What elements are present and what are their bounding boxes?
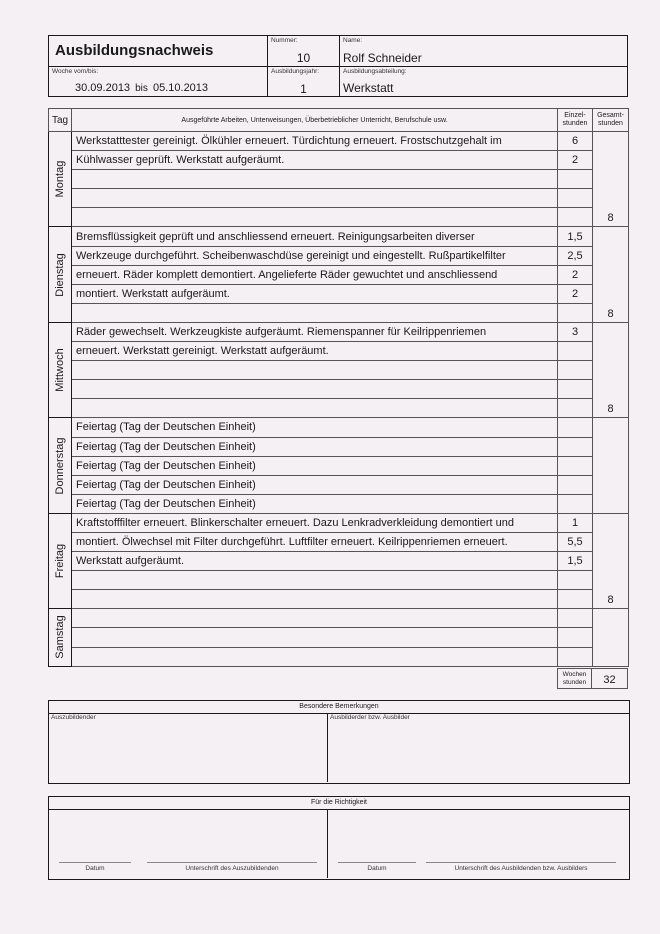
date-line-right[interactable] bbox=[338, 862, 416, 863]
col-header-tag: Tag bbox=[49, 109, 72, 132]
table-row bbox=[49, 342, 629, 361]
activity-cell[interactable] bbox=[72, 609, 558, 628]
hours-cell[interactable] bbox=[558, 437, 593, 456]
activity-cell[interactable]: erneuert. Räder komplett demontiert. Angelieferte Räder gewuchtet und anschliessend bbox=[72, 265, 558, 284]
activity-cell[interactable]: Feiertag (Tag der Deutschen Einheit) bbox=[72, 437, 558, 456]
activity-cell[interactable]: Feiertag (Tag der Deutschen Einheit) bbox=[72, 418, 558, 437]
signature-right bbox=[328, 809, 627, 878]
hours-cell[interactable]: 2 bbox=[558, 265, 593, 284]
day-total-cell[interactable]: 8 bbox=[593, 322, 629, 417]
table-row bbox=[49, 456, 629, 475]
day-cell bbox=[49, 609, 72, 666]
table-row bbox=[49, 475, 629, 494]
activity-cell[interactable]: Kühlwasser geprüft. Werkstatt aufgeräumt. bbox=[72, 151, 558, 170]
abteilung-label: Ausbildungsabteilung: bbox=[343, 68, 407, 75]
hours-cell[interactable] bbox=[558, 380, 593, 399]
table-row bbox=[49, 322, 629, 341]
day-total-cell[interactable] bbox=[593, 609, 629, 666]
activity-cell[interactable]: Werkstatt aufgeräumt. bbox=[72, 552, 558, 571]
hours-cell[interactable]: 1,5 bbox=[558, 552, 593, 571]
hours-cell[interactable] bbox=[558, 571, 593, 590]
table-row bbox=[49, 609, 629, 628]
wochen-label-cell bbox=[557, 668, 592, 689]
hours-cell[interactable] bbox=[558, 303, 593, 322]
day-label: Freitag bbox=[54, 543, 66, 579]
day-cell bbox=[49, 513, 72, 608]
table-row bbox=[49, 552, 629, 571]
activity-cell[interactable] bbox=[72, 189, 558, 208]
activity-cell[interactable] bbox=[72, 303, 558, 322]
table-row bbox=[49, 590, 629, 609]
activity-cell[interactable] bbox=[72, 380, 558, 399]
signature-title: Für die Richtigkeit bbox=[49, 797, 629, 810]
jahr-cell bbox=[268, 67, 340, 97]
table-header-row bbox=[49, 109, 629, 132]
abteilung-cell bbox=[340, 67, 627, 97]
col-header-activities: Ausgeführte Arbeiten, Unterweisungen, Überbetrieblicher Unterricht, Berufschule usw. bbox=[72, 109, 558, 132]
activity-cell[interactable]: montiert. Ölwechsel mit Filter durchgeführt. Luftfilter erneuert. Keilrippenriemen erneuert. bbox=[72, 532, 558, 551]
datum-label-right: Datum bbox=[367, 865, 387, 872]
hours-cell[interactable] bbox=[558, 208, 593, 227]
date-line-left[interactable] bbox=[59, 862, 131, 863]
table-row bbox=[49, 647, 629, 666]
woche-cell bbox=[49, 67, 268, 97]
signature-label-right: Unterschrift des Ausbildenden bzw. Ausbilders bbox=[454, 865, 588, 872]
day-label: Montag bbox=[54, 160, 66, 198]
jahr-label: Ausbildungsjahr: bbox=[271, 68, 320, 75]
remarks-title: Besondere Bemerkungen bbox=[49, 701, 629, 714]
table-row bbox=[49, 227, 629, 246]
table-row bbox=[49, 399, 629, 418]
hours-cell[interactable] bbox=[558, 189, 593, 208]
table-row bbox=[49, 265, 629, 284]
woche-range bbox=[75, 82, 208, 94]
hours-cell[interactable]: 5,5 bbox=[558, 532, 593, 551]
table-row bbox=[49, 284, 629, 303]
activity-cell[interactable] bbox=[72, 208, 558, 227]
activity-cell[interactable]: Feiertag (Tag der Deutschen Einheit) bbox=[72, 456, 558, 475]
activity-log-table bbox=[48, 108, 629, 667]
woche-von[interactable]: 30.09.2013 bbox=[75, 82, 131, 94]
day-total-cell[interactable]: 8 bbox=[593, 513, 629, 608]
activity-cell[interactable]: Kraftstofffilter erneuert. Blinkerschalter erneuert. Dazu Lenkradverkleidung demontiert und bbox=[72, 513, 558, 532]
day-label: Samstag bbox=[54, 615, 66, 660]
hours-cell[interactable]: 2,5 bbox=[558, 246, 593, 265]
nummer-cell bbox=[268, 36, 340, 67]
hours-cell[interactable] bbox=[558, 170, 593, 189]
woche-bis[interactable]: 05.10.2013 bbox=[152, 82, 209, 94]
page-title: Ausbildungsnachweis bbox=[55, 42, 214, 59]
activity-cell[interactable] bbox=[72, 590, 558, 609]
table-row bbox=[49, 151, 629, 170]
remarks-left[interactable] bbox=[49, 713, 328, 782]
activity-cell[interactable]: erneuert. Werkstatt gereinigt. Werkstatt aufgeräumt. bbox=[72, 342, 558, 361]
woche-label: Woche vom/bis: bbox=[52, 68, 99, 75]
table-row bbox=[49, 418, 629, 437]
hours-cell[interactable] bbox=[558, 590, 593, 609]
title-cell bbox=[49, 36, 268, 67]
table-row bbox=[49, 513, 629, 532]
woche-bis-label: bis bbox=[135, 83, 148, 94]
signature-section bbox=[48, 796, 630, 880]
day-total-cell[interactable]: 8 bbox=[593, 227, 629, 322]
table-row bbox=[49, 532, 629, 551]
table-row bbox=[49, 170, 629, 189]
nummer-label: Nummer: bbox=[271, 37, 298, 44]
table-row bbox=[49, 246, 629, 265]
day-cell bbox=[49, 132, 72, 227]
remarks-left-label: Auszubildender bbox=[51, 714, 96, 721]
nummer-value[interactable]: 10 bbox=[296, 51, 311, 65]
hours-cell[interactable] bbox=[558, 609, 593, 628]
name-label: Name: bbox=[343, 37, 363, 44]
hours-cell[interactable] bbox=[558, 494, 593, 513]
col-header-gesamt: Gesamt-stunden bbox=[593, 109, 629, 132]
activity-cell[interactable]: Räder gewechselt. Werkzeugkiste aufgeräumt. Riemenspanner für Keilrippenriemen bbox=[72, 322, 558, 341]
day-cell bbox=[49, 418, 72, 513]
hours-cell[interactable]: 1 bbox=[558, 513, 593, 532]
hours-cell[interactable]: 6 bbox=[558, 132, 593, 151]
table-row bbox=[49, 437, 629, 456]
activity-cell[interactable] bbox=[72, 399, 558, 418]
col-header-einzel: Einzel-stunden bbox=[558, 109, 593, 132]
table-row bbox=[49, 571, 629, 590]
abteilung-value[interactable]: Werkstatt bbox=[343, 81, 394, 95]
day-total-cell[interactable] bbox=[593, 418, 629, 513]
remarks-right[interactable] bbox=[328, 713, 627, 782]
activity-cell[interactable] bbox=[72, 647, 558, 666]
remarks-right-label: Ausbilderder bzw. Ausbilder bbox=[330, 714, 410, 721]
name-cell bbox=[340, 36, 627, 67]
activity-cell[interactable] bbox=[72, 170, 558, 189]
datum-label-left: Datum bbox=[85, 865, 105, 872]
table-row bbox=[49, 132, 629, 151]
wochen-total[interactable]: 32 bbox=[603, 674, 616, 686]
activity-cell[interactable]: Feiertag (Tag der Deutschen Einheit) bbox=[72, 475, 558, 494]
activity-cell[interactable] bbox=[72, 628, 558, 647]
activity-cell[interactable]: Werkstatttester gereinigt. Ölkühler erneuert. Türdichtung erneuert. Frostschutzgehalt im bbox=[72, 132, 558, 151]
hours-cell[interactable] bbox=[558, 399, 593, 418]
table-row bbox=[49, 380, 629, 399]
activity-cell[interactable] bbox=[72, 571, 558, 590]
activity-cell[interactable]: Feiertag (Tag der Deutschen Einheit) bbox=[72, 494, 558, 513]
name-value[interactable]: Rolf Schneider bbox=[343, 51, 422, 65]
hours-cell[interactable] bbox=[558, 647, 593, 666]
hours-cell[interactable]: 2 bbox=[558, 151, 593, 170]
activity-cell[interactable]: Werkzeuge durchgeführt. Scheibenwaschdüse gereinigt und eingestellt. Rußpartikelfilter bbox=[72, 246, 558, 265]
hours-cell[interactable] bbox=[558, 342, 593, 361]
table-row bbox=[49, 361, 629, 380]
table-row bbox=[49, 189, 629, 208]
hours-cell[interactable] bbox=[558, 418, 593, 437]
hours-cell[interactable] bbox=[558, 361, 593, 380]
signature-line-right[interactable] bbox=[426, 862, 616, 863]
header-block bbox=[48, 35, 628, 97]
signature-line-left[interactable] bbox=[147, 862, 317, 863]
hours-cell[interactable] bbox=[558, 628, 593, 647]
table-row bbox=[49, 208, 629, 227]
day-cell bbox=[49, 227, 72, 322]
day-cell bbox=[49, 322, 72, 417]
activity-cell[interactable] bbox=[72, 361, 558, 380]
hours-cell[interactable]: 2 bbox=[558, 284, 593, 303]
day-label: Mittwoch bbox=[54, 348, 66, 392]
remarks-section bbox=[48, 700, 630, 784]
table-row bbox=[49, 303, 629, 322]
jahr-value[interactable]: 1 bbox=[300, 82, 307, 96]
hours-cell[interactable]: 3 bbox=[558, 322, 593, 341]
hours-cell[interactable] bbox=[558, 456, 593, 475]
hours-cell[interactable] bbox=[558, 475, 593, 494]
activity-cell[interactable]: Bremsflüssigkeit geprüft und anschliessend erneuert. Reinigungsarbeiten diverser bbox=[72, 227, 558, 246]
day-total-cell[interactable]: 8 bbox=[593, 132, 629, 227]
signature-left bbox=[49, 809, 328, 878]
table-row bbox=[49, 494, 629, 513]
hours-cell[interactable]: 1,5 bbox=[558, 227, 593, 246]
day-label: Donnerstag bbox=[54, 437, 66, 495]
table-row bbox=[49, 628, 629, 647]
day-label: Dienstag bbox=[54, 252, 66, 297]
wochen-total-cell bbox=[591, 668, 628, 689]
activity-cell[interactable]: montiert. Werkstatt aufgeräumt. bbox=[72, 284, 558, 303]
wochen-label: Wochen stunden bbox=[562, 671, 587, 686]
signature-label-left: Unterschrift des Auszubildenden bbox=[185, 865, 279, 872]
